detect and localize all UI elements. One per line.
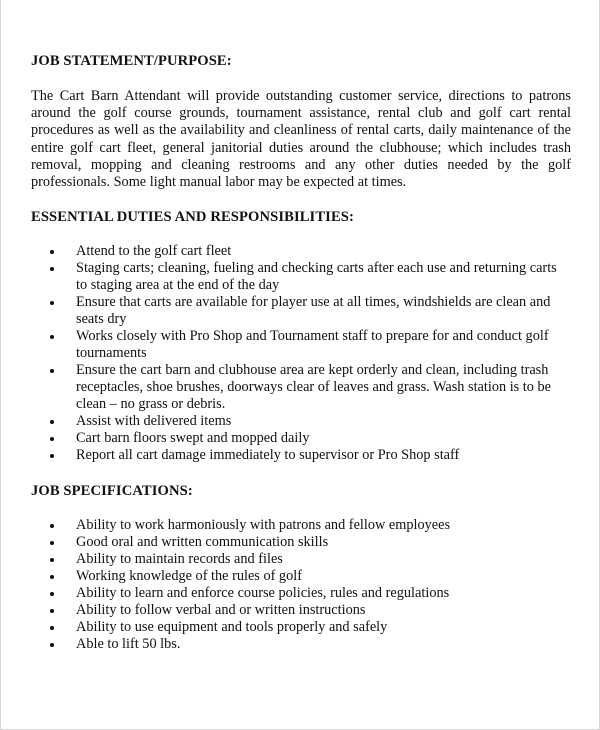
bullet-icon <box>50 541 54 545</box>
specifications-list-item <box>31 534 571 551</box>
bullet-icon <box>50 420 54 424</box>
specifications-heading-colon: : <box>187 483 193 500</box>
specifications-item-text: Able to lift 50 lbs. <box>76 636 181 653</box>
specifications-item-text: Ability to maintain records and files <box>76 551 283 568</box>
duties-list-item <box>31 243 571 260</box>
specifications-list-item <box>31 619 571 636</box>
job-statement-heading-text: JOB STATEMENT/PURPOSE <box>31 53 227 69</box>
specifications-list-item <box>31 517 571 534</box>
duties-item-text: Works closely with Pro Shop and Tournament staff to prepare for and conduct golf tournaments <box>76 328 549 362</box>
duties-item-text: Ensure that carts are available for player use at all times, windshields are clean and seats dry <box>76 294 551 328</box>
bullet-icon <box>50 335 54 339</box>
duties-list-item <box>31 294 571 328</box>
specifications-heading <box>31 482 571 500</box>
bullet-icon <box>50 609 54 613</box>
specifications-list-item <box>31 636 571 653</box>
specifications-item-text: Working knowledge of the rules of golf <box>76 568 302 585</box>
bullet-icon <box>50 575 54 579</box>
job-statement-heading-colon: : <box>226 53 232 69</box>
duties-list-item <box>31 430 571 447</box>
job-statement-body: The Cart Barn Attendant will provide outstanding customer service, directions to patrons around the golf course grounds, tournament assistance, rental club and golf cart rental procedures as well as the availability and cleanliness of rental carts, daily maintenance of the entire golf cart fleet, general janitorial duties around the clubhouse; which includes trash removal, mopping and cleaning restrooms and any other duties needed by the golf professionals. Some light manual labor may be expected at times. <box>31 88 571 191</box>
specifications-heading-text: JOB SPECIFICATIONS <box>31 483 188 500</box>
duties-item-text: Cart barn floors swept and mopped daily <box>76 430 310 447</box>
duties-heading <box>31 208 571 226</box>
specifications-list-item <box>31 551 571 568</box>
duties-item-text: Assist with delivered items <box>76 413 232 430</box>
bullet-icon <box>50 592 54 596</box>
bullet-icon <box>50 250 54 254</box>
duties-heading-text: ESSENTIAL DUTIES AND RESPONSIBILITIES <box>31 209 349 226</box>
duties-list-item <box>31 260 571 294</box>
bullet-icon <box>50 454 54 458</box>
duties-item-text: Ensure the cart barn and clubhouse area are kept orderly and clean, including trash receptacles, shoe brushes, doorways clear of leaves and grass. Wash station is to be clean – no grass or debris. <box>76 362 552 413</box>
specifications-list-item <box>31 585 571 602</box>
bullet-icon <box>50 267 54 271</box>
bullet-icon <box>50 437 54 441</box>
bullet-icon <box>50 524 54 528</box>
specifications-list-item <box>31 602 571 619</box>
specifications-list-item <box>31 568 571 585</box>
specifications-item-text: Ability to work harmoniously with patrons and fellow employees <box>76 517 451 534</box>
specifications-item-text: Ability to use equipment and tools properly and safely <box>76 619 388 636</box>
duties-heading-colon: : <box>349 209 354 226</box>
job-statement-heading <box>31 52 571 70</box>
bullet-icon <box>50 301 54 305</box>
bullet-icon <box>50 369 54 373</box>
duties-list <box>31 243 571 464</box>
duties-list-item <box>31 413 571 430</box>
bullet-icon <box>50 643 54 647</box>
duties-list-item <box>31 447 571 464</box>
specifications-item-text: Ability to learn and enforce course policies, rules and regulations <box>76 585 450 602</box>
bullet-icon <box>50 626 54 630</box>
duties-list-item <box>31 328 571 362</box>
bullet-icon <box>50 558 54 562</box>
specifications-item-text: Ability to follow verbal and or written instructions <box>76 602 366 619</box>
specifications-item-text: Good oral and written communication skills <box>76 534 329 551</box>
duties-item-text: Staging carts; cleaning, fueling and checking carts after each use and returning carts to staging area at the end of the day <box>76 260 557 294</box>
duties-item-text: Report all cart damage immediately to supervisor or Pro Shop staff <box>76 447 460 464</box>
document-content <box>31 52 571 653</box>
specifications-list <box>31 517 571 653</box>
duties-list-item <box>31 362 571 413</box>
duties-item-text: Attend to the golf cart fleet <box>76 243 232 260</box>
